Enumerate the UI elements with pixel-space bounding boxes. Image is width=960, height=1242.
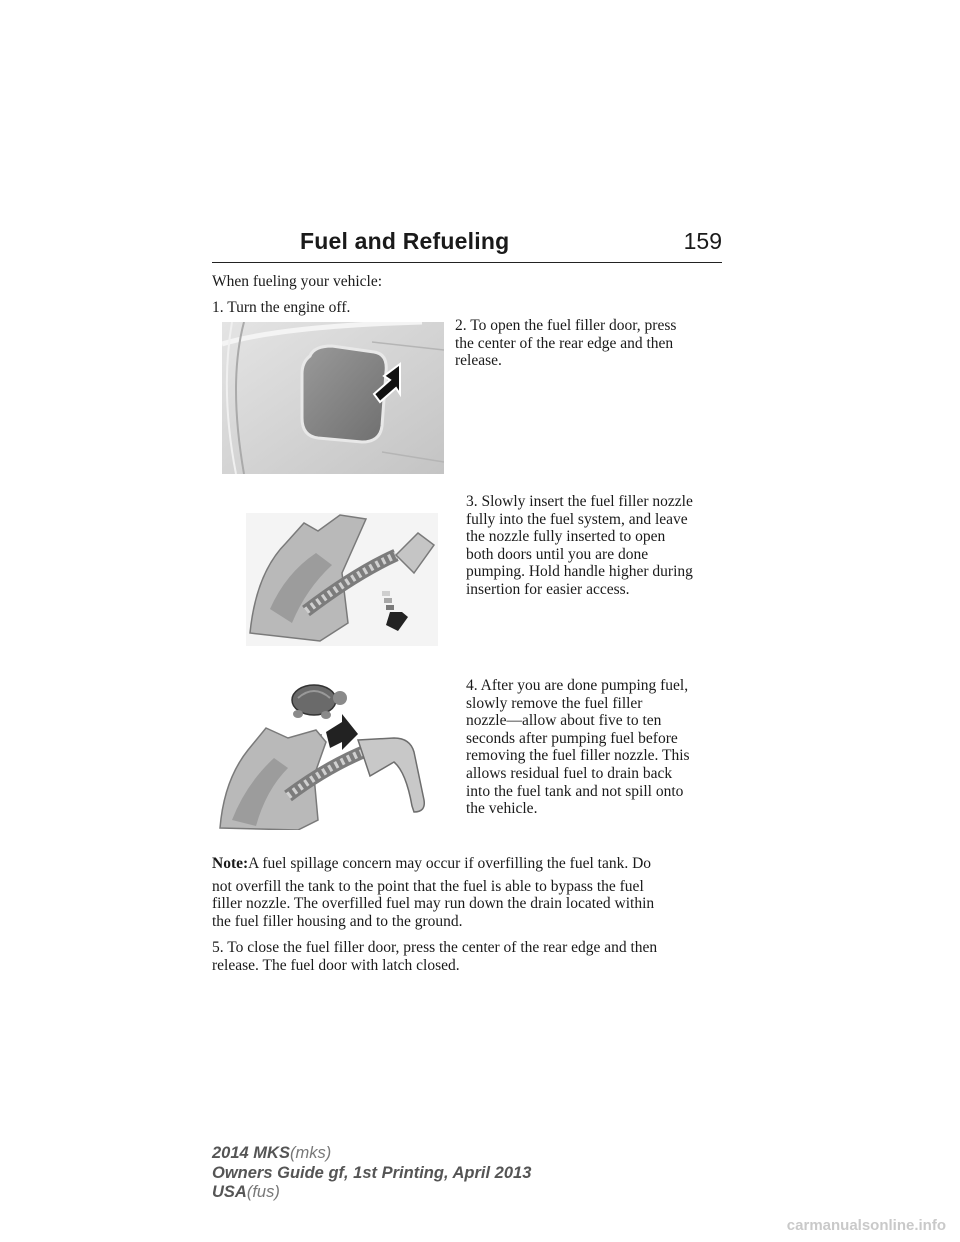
step-4: 4. After you are done pumping fuel, slowly remove the fuel filler nozzle—allow about five to ten seconds after pumping fuel before removing the fuel filler nozzle. This allows residual fuel to drain back into the fuel tank and not spill onto the vehicle. — [466, 677, 690, 818]
page-number: 159 — [683, 228, 722, 254]
nozzle-insert-illustration — [246, 513, 438, 646]
nozzle-remove-slowly-illustration — [218, 680, 448, 830]
footer-guide: Owners Guide gf, 1st Printing, April 2013 — [212, 1163, 532, 1182]
note-label: Note: — [212, 855, 249, 872]
section-title: Fuel and Refueling — [300, 228, 510, 254]
step-3: 3. Slowly insert the fuel filler nozzle fully into the fuel system, and leave the nozzle fully inserted to open both doors until you are done pumping. Hold handle higher during insertion for easier access. — [466, 493, 693, 598]
step-5: 5. To close the fuel filler door, press the center of the rear edge and then release. The fuel door with latch closed. — [212, 939, 658, 974]
step-2: 2. To open the fuel filler door, press the center of the rear edge and then release. — [455, 317, 677, 370]
page-footer — [212, 1144, 531, 1203]
note-first-line: Note:A fuel spillage concern may occur if overfilling the fuel tank. Do — [212, 855, 652, 872]
watermark-text: carmanualsonline.info — [786, 1217, 946, 1234]
footer-model: 2014 MKS(mks) — [212, 1144, 332, 1162]
note-paragraph: Note:A fuel spillage concern may occur if overfilling the fuel tank. Do not overfill the tank to the point that the fuel is able to bypass the fuel filler nozzle. The overfilled fuel may run down the drain located within the fuel filler housing and to the ground. — [212, 855, 655, 930]
step-1: 1. Turn the engine off. — [212, 299, 351, 316]
intro-text: When fueling your vehicle: — [212, 273, 383, 290]
footer-market: USA(fus) — [212, 1183, 280, 1201]
page-header — [212, 228, 722, 263]
fuel-door-press-illustration — [222, 322, 444, 474]
